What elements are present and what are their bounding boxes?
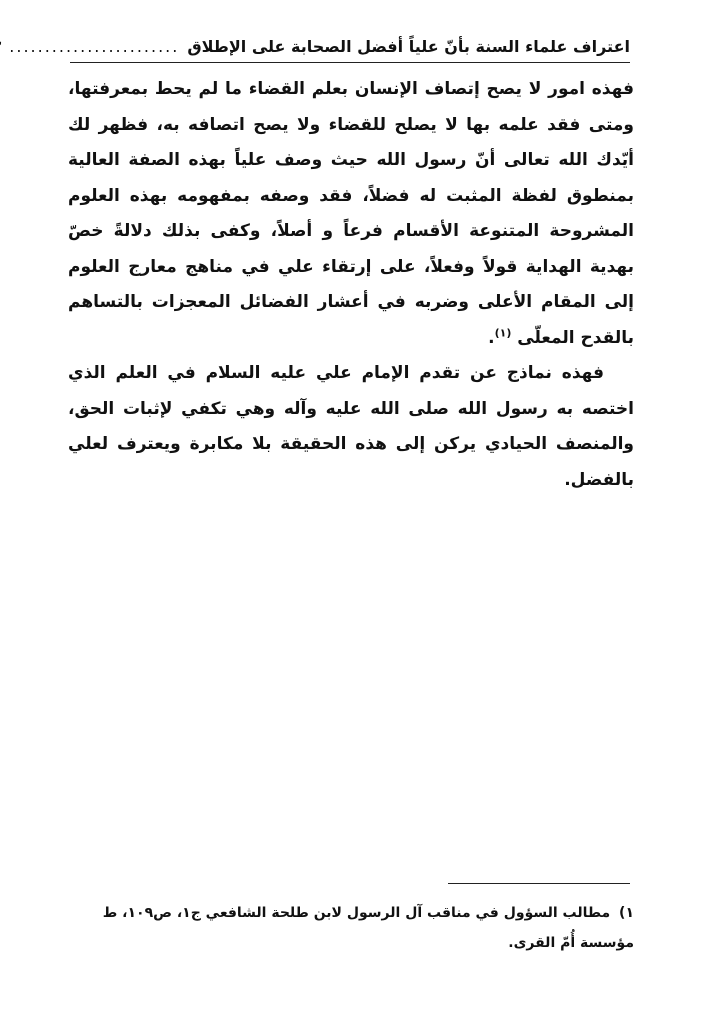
header-divider [70,62,630,63]
footnote [60,898,634,958]
footnote-number: ١) [619,905,634,921]
paragraph-1-text: فهذه امور لا يصح إتصاف الإنسان بعلم القضاء ما لم يحط بمعرفتها، ومتى فقد علمه بها لا يصلح للقضاء ولا يصح اتصافه به، فظهر لك أيّدك الله تعالى أنّ رسول الله حيث وصف علياً بهذه الصفة العالية بمنطوق لفظة المثبت له فضلاً، فقد وصفه بمفهومه بهذه العلوم المشروحة المتنوعة الأقسام فرعاً و أصلاً، وكفى بذلك دلالةً خصّ بهدية الهداية قولاً وفعلاً، على إرتقاء علي في مناهج معارج العلوم إلى المقام الأعلى وضربه في أعشار الفضائل المعجزات بالتساهم بالقدح المعلّى [68,79,634,348]
paragraph-1-end: . [488,327,495,348]
paragraph-2: فهذه نماذج عن تقدم الإمام علي عليه السلام في العلم الذي اختصه به رسول الله صلى الله عليه وآله وهي تكفي لإثبات الحق، والمنصف الحيادي يركن إلى هذه الحقيقة بلا مكابرة ويعترف لعلي بالفضل. [68,363,634,490]
paragraph-1 [68,72,634,356]
page-number [0,37,1,56]
footnote-divider [448,883,630,884]
running-header [9,32,630,60]
footnote-reference: (١) [494,325,512,339]
main-text [68,72,634,498]
header-title: اعتراف علماء السنة بأنّ علياً أفضل الصحابة على الإطلاق [187,36,630,56]
header-leader-dots: ........................ [9,36,180,56]
footnote-text: مطالب السؤول في مناقب آل الرسول لابن طلحة الشافعي ج١، ص١٠٩، ط مؤسسة أُمّ القرى. [102,905,634,951]
